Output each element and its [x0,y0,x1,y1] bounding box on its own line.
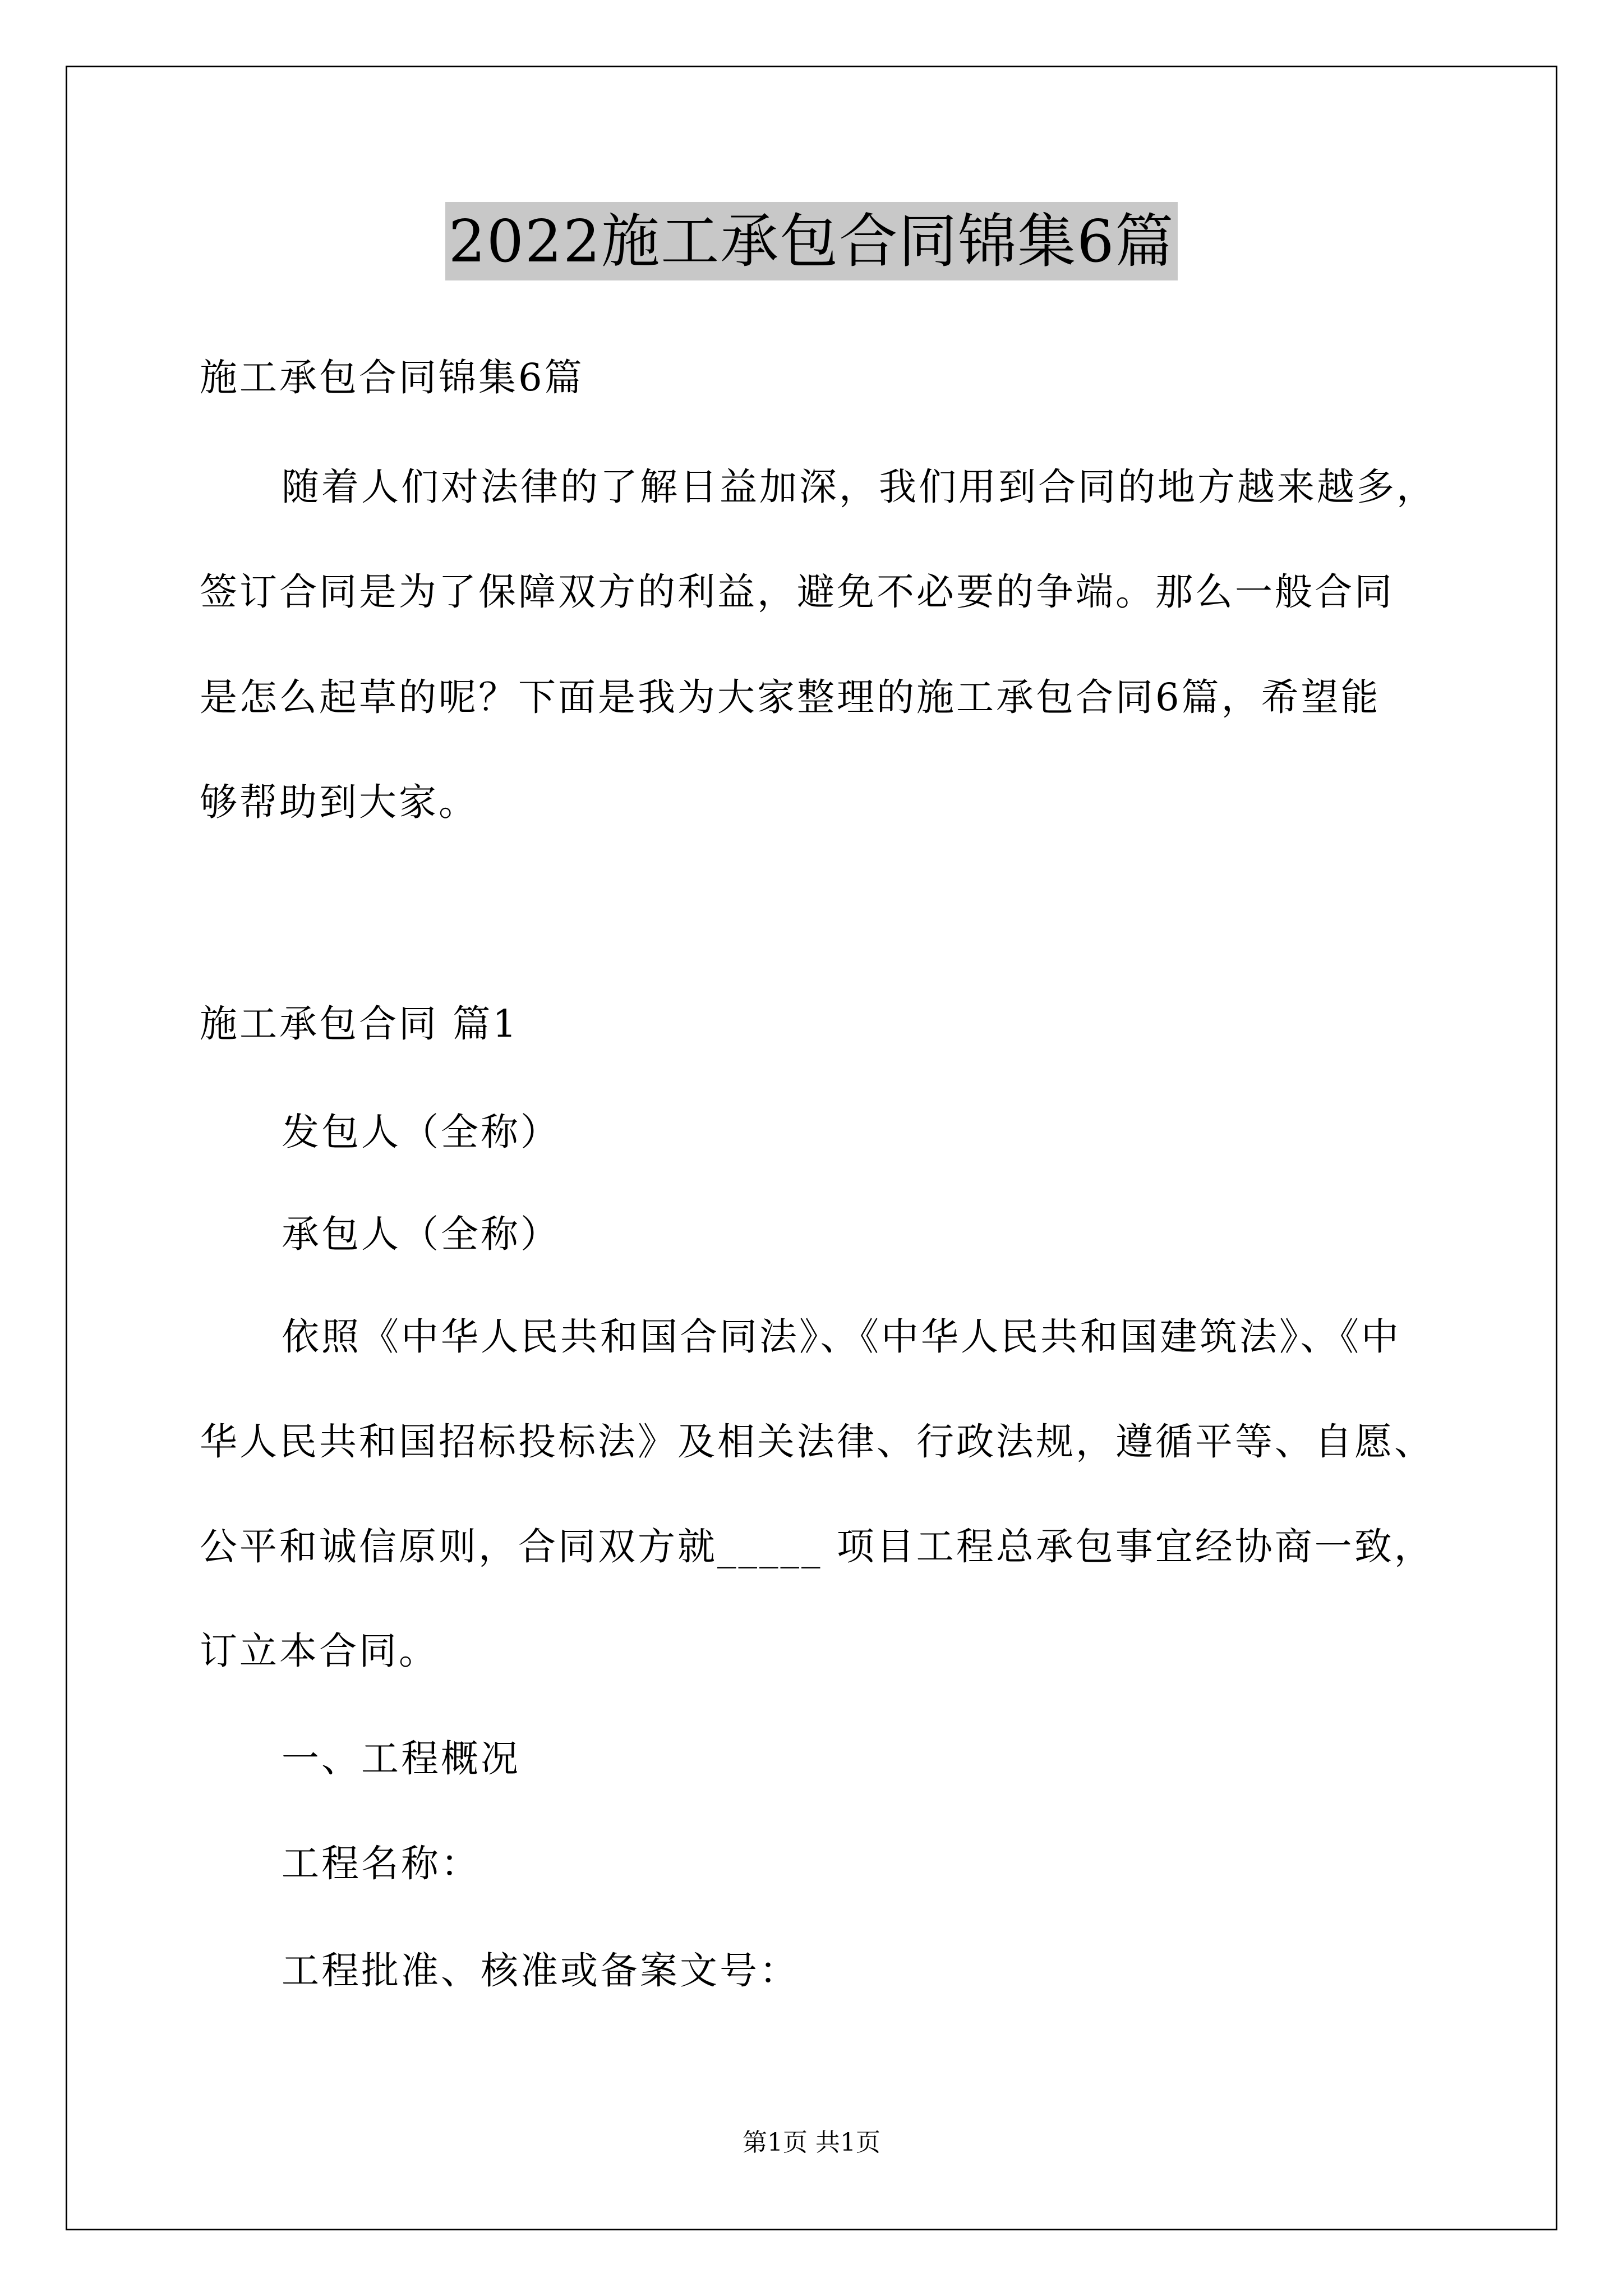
basis-line-1: 依照《中华人民共和国合同法》、《中华人民共和国建筑法》、《中 [282,1315,1401,1359]
approval-number-field: 工程批准、核准或备案文号： [282,1949,799,1993]
clause-heading: 一、工程概况 [282,1737,520,1780]
intro-line-3: 是怎么起草的呢？下面是我为大家整理的施工承包合同6篇，希望能 [200,675,1381,719]
basis-line-2: 华人民共和国招标投标法》及相关法律、行政法规，遵循平等、自愿、 [200,1420,1434,1464]
section-heading: 施工承包合同 篇1 [200,1002,519,1046]
party-a-line: 发包人（全称） [282,1110,560,1154]
intro-line-2: 签订合同是为了保障双方的利益，避免不必要的争端。那么一般合同 [200,570,1394,614]
page-footer: 第1页 共1页 [743,2128,880,2157]
intro-line-1: 随着人们对法律的了解日益加深，我们用到合同的地方越来越多， [282,465,1436,509]
document-title: 2022施工承包合同锦集6篇 [445,202,1178,280]
project-name-field: 工程名称： [282,1842,481,1885]
intro-line-4: 够帮助到大家。 [200,780,478,824]
party-b-line: 承包人（全称） [282,1212,560,1256]
basis-line-3: 公平和诚信原则，合同双方就_____ 项目工程总承包事宜经协商一致， [200,1525,1434,1568]
basis-line-4: 订立本合同。 [200,1629,439,1673]
title-container [0,202,1623,280]
document-subtitle: 施工承包合同锦集6篇 [200,356,584,399]
